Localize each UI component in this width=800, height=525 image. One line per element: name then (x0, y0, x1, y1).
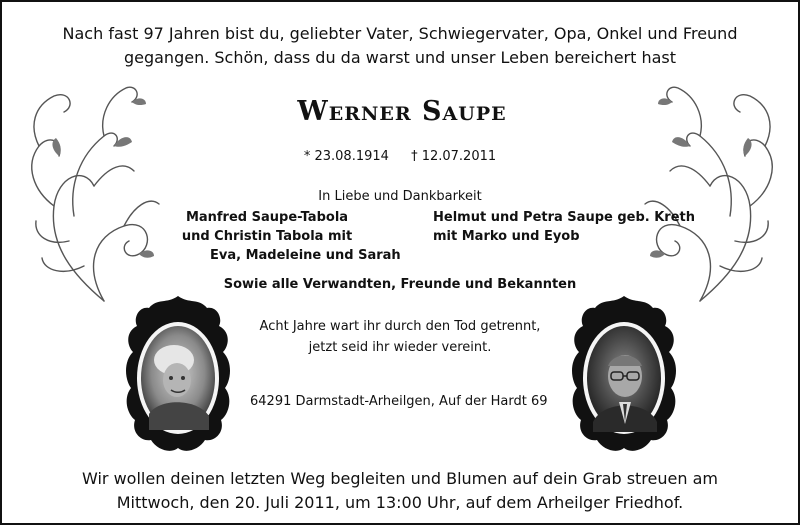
intro-line: Nach fast 97 Jahren bist du, geliebter Vater, Schwiegervater, Opa, Onkel und Freund (62, 24, 738, 43)
family-left-line: Eva, Madeleine und Sarah (210, 248, 401, 263)
family-right-line: Helmut und Petra Saupe geb. Kreth (433, 210, 696, 225)
verse-line: jetzt seid ihr wieder vereint. (308, 340, 492, 355)
relatives-line: Sowie alle Verwandten, Freunde und Bekannten (223, 277, 577, 292)
address-line: 64291 Darmstadt-Arheilgen, Auf der Hardt 69 (250, 394, 548, 409)
memorial-verse (2, 316, 798, 358)
family-right-line: mit Marko und Eyob (433, 229, 580, 244)
funeral-info (2, 467, 798, 515)
family-right (433, 208, 695, 246)
thanks-line: In Liebe und Dankbarkeit (318, 189, 482, 204)
verse-line: Acht Jahre wart ihr durch den Tod getrennt, (259, 319, 541, 334)
intro-line: gegangen. Schön, dass du da warst und unser Leben bereichert hast (123, 48, 677, 67)
family-left (142, 208, 401, 265)
intro-text (2, 22, 798, 70)
deceased-name: Werner Saupe (297, 96, 507, 127)
death-date: † 12.07.2011 (411, 149, 497, 164)
life-dates (2, 149, 798, 164)
funeral-line: Mittwoch, den 20. Juli 2011, um 13:00 Uhr, auf dem Arheilger Friedhof. (116, 493, 684, 512)
birth-date: * 23.08.1914 (303, 149, 389, 164)
family-left-line: Manfred Saupe-Tabola (185, 210, 349, 225)
funeral-line: Wir wollen deinen letzten Weg begleiten und Blumen auf dein Grab streuen am (82, 469, 718, 488)
family-left-line: und Christin Tabola mit (181, 229, 353, 244)
